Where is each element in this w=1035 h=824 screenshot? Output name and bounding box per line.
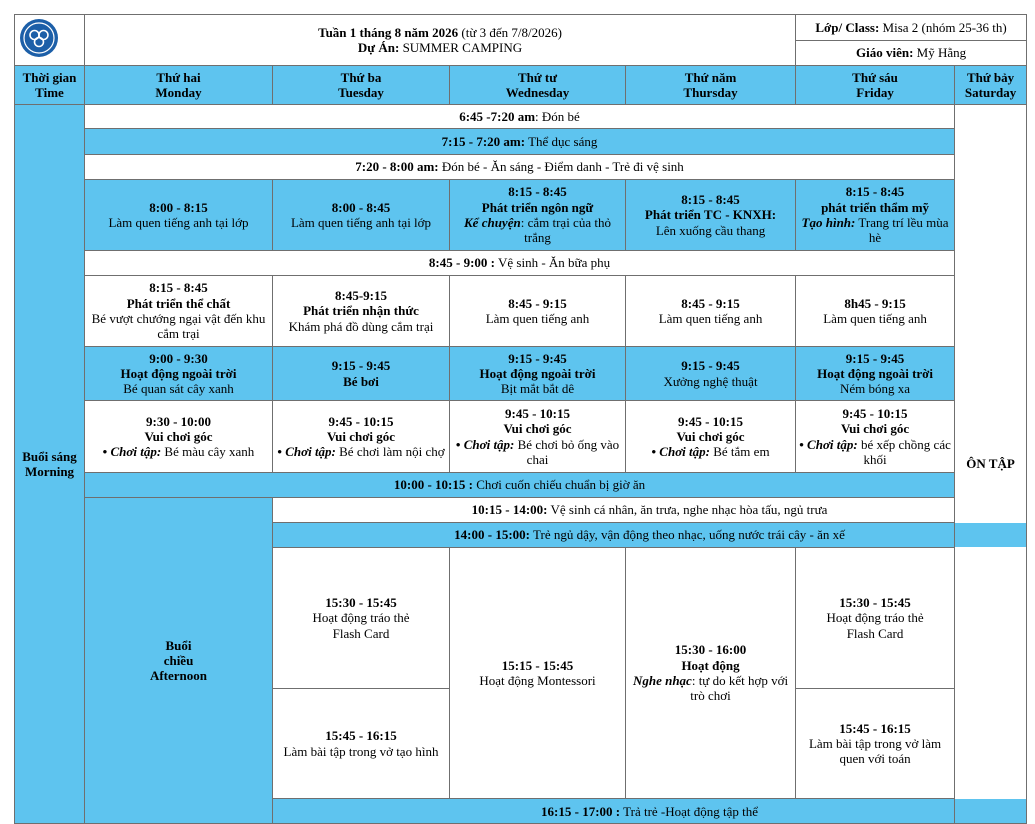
- col-saturday: Thứ bảy Saturday: [955, 66, 1027, 105]
- mon-afternoon-1: 15:30 - 15:45 Hoạt động tráo thẻ Flash Card: [273, 548, 450, 689]
- row-activity-1: [15, 180, 1027, 251]
- school-logo-icon: [19, 18, 59, 58]
- day-header-row: [15, 66, 1027, 105]
- wed-play-corner: 9:45 - 10:15 Vui chơi góc • Chơi tập: Bé chơi bỏ ống vào chai: [450, 401, 626, 473]
- tue-activity-2: 8:45-9:15 Phát triển nhận thức Khám phá đồ dùng cắm trại: [273, 276, 450, 347]
- row-lunch-nap: 10:15 - 14:00: Vệ sinh cá nhân, ăn trưa, nghe nhạc hòa tấu, ngủ trưa: [273, 498, 1027, 523]
- row-activity-2: [15, 276, 1027, 347]
- mon-activity-1: 8:00 - 8:15 Làm quen tiếng anh tại lớp: [85, 180, 273, 251]
- mon-afternoon-2: 15:45 - 16:15 Làm bài tập trong vở tạo hình: [273, 688, 450, 798]
- mon-activity-2: 8:15 - 8:45 Phát triển thể chất Bé vượt chướng ngại vật đến khu cắm trại: [85, 276, 273, 347]
- row-wakeup: 14:00 - 15:00: Trẻ ngủ dậy, vận động theo nhạc, uống nước trái cây - ăn xế: [273, 523, 1027, 548]
- col-monday: Thứ hai Monday: [85, 66, 273, 105]
- tue-afternoon: 15:15 - 15:45 Hoạt động Montessori: [450, 548, 626, 799]
- thu-activity-1: 8:15 - 8:45 Phát triển TC - KNXH: Lên xuống cầu thang: [626, 180, 796, 251]
- row-pickup: 16:15 - 17:00 : Trả trẻ -Hoạt động tập thể: [273, 799, 1027, 824]
- wed-activity-3: 9:15 - 9:45 Hoạt động ngoài trời Bịt mắt bắt dê: [450, 347, 626, 401]
- col-thursday: Thứ năm Thursday: [626, 66, 796, 105]
- fri-activity-3: 9:15 - 9:45 Hoạt động ngoài trời Ném bóng xa: [796, 347, 955, 401]
- row-welcome: 6:45 -7:20 am: Đón bé: [85, 105, 955, 129]
- fri-activity-2: 8h45 - 9:15 Làm quen tiếng anh: [796, 276, 955, 347]
- thu-activity-3: 9:15 - 9:45 Xưởng nghệ thuật: [626, 347, 796, 401]
- session-afternoon: Buổi chiều Afternoon: [85, 498, 273, 824]
- class-info: Lớp/ Class: Misa 2 (nhóm 25-36 th): [796, 15, 1027, 41]
- col-tuesday: Thứ ba Tuesday: [273, 66, 450, 105]
- thu-afternoon-1: 15:30 - 15:45 Hoạt động tráo thẻ Flash Card: [796, 548, 955, 689]
- saturday-review-morning: ÔN TẬP: [955, 105, 1027, 824]
- session-morning: Buổi sáng Morning: [15, 105, 85, 824]
- row-play-corner: [15, 401, 1027, 473]
- row-snack: 8:45 - 9:00 : Vệ sinh - Ăn bữa phụ: [85, 251, 955, 276]
- thu-play-corner: 9:45 - 10:15 Vui chơi góc • Chơi tập: Bé tắm em: [626, 401, 796, 473]
- mon-activity-3: 9:00 - 9:30 Hoạt động ngoài trời Bé quan sát cây xanh: [85, 347, 273, 401]
- week-title: Tuần 1 tháng 8 năm 2026 (từ 3 đến 7/8/2026) Dự Án: SUMMER CAMPING: [85, 15, 796, 66]
- tue-play-corner: 9:45 - 10:15 Vui chơi góc • Chơi tập: Bé chơi làm nội chợ: [273, 401, 450, 473]
- fri-play-corner: 9:45 - 10:15 Vui chơi góc • Chơi tập: bé xếp chồng các khối: [796, 401, 955, 473]
- weekly-schedule-table: [14, 14, 1027, 824]
- row-activity-3: [15, 347, 1027, 401]
- row-exercise: 7:15 - 7:20 am: Thể dục sáng: [85, 129, 955, 155]
- col-friday: Thứ sáu Friday: [796, 66, 955, 105]
- wed-afternoon: 15:30 - 16:00 Hoạt động Nghe nhạc: tự do kết hợp với trò chơi: [626, 548, 796, 799]
- fri-activity-1: 8:15 - 8:45 phát triển thẩm mỹ Tạo hình: Trang trí lều mùa hè: [796, 180, 955, 251]
- wed-activity-2: 8:45 - 9:15 Làm quen tiếng anh: [450, 276, 626, 347]
- logo-cell: [15, 15, 85, 66]
- wed-activity-1: 8:15 - 8:45 Phát triển ngôn ngữ Kể chuyện: cắm trại của thỏ trắng: [450, 180, 626, 251]
- thu-afternoon-2: 15:45 - 16:15 Làm bài tập trong vở làm quen với toán: [796, 688, 955, 798]
- thu-activity-2: 8:45 - 9:15 Làm quen tiếng anh: [626, 276, 796, 347]
- tue-activity-3: 9:15 - 9:45 Bé bơi: [273, 347, 450, 401]
- teacher-info: Giáo viên: Mỹ Hằng: [796, 41, 1027, 66]
- row-breakfast: 7:20 - 8:00 am: Đón bé - Ăn sáng - Điểm danh - Trẻ đi vệ sinh: [85, 155, 955, 180]
- col-time: Thời gian Time: [15, 66, 85, 105]
- mon-play-corner: 9:30 - 10:00 Vui chơi góc • Chơi tập: Bé màu cây xanh: [85, 401, 273, 473]
- row-prepare-meal: 10:00 - 10:15 : Chơi cuốn chiếu chuẩn bị giờ ăn: [85, 473, 955, 498]
- col-wednesday: Thứ tư Wednesday: [450, 66, 626, 105]
- tue-activity-1: 8:00 - 8:45 Làm quen tiếng anh tại lớp: [273, 180, 450, 251]
